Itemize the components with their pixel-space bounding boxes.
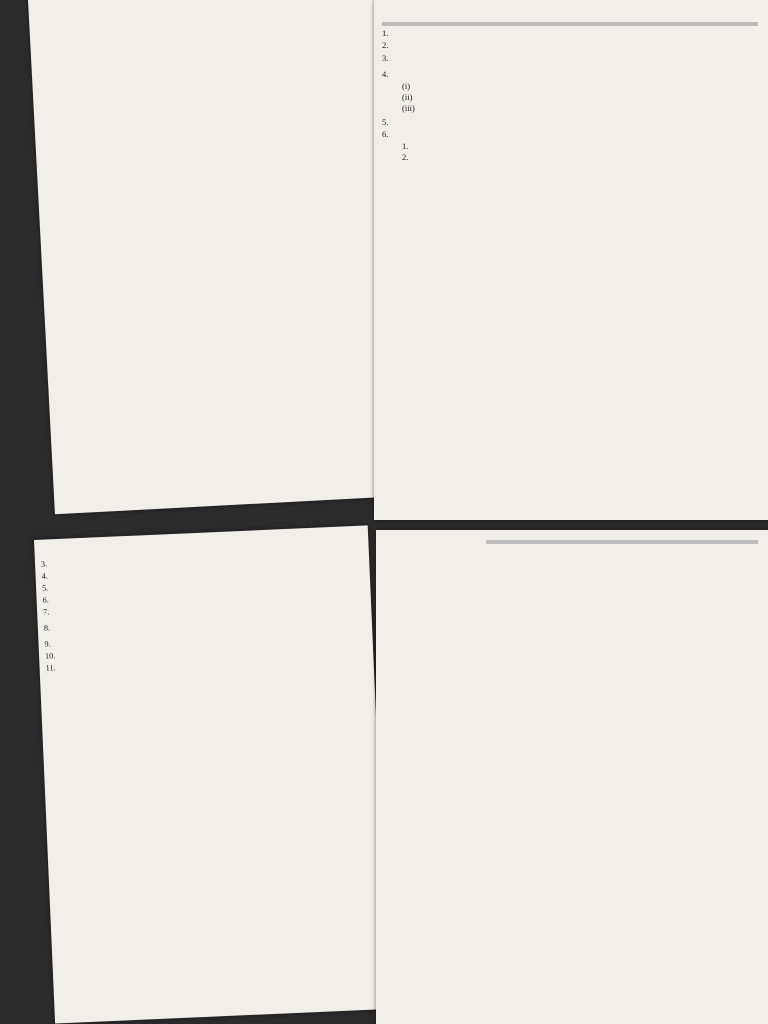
cont-item-3: 3. [40, 559, 48, 569]
rank-method-1: 1. [402, 140, 409, 151]
cont-item-6: 6. [42, 595, 49, 605]
rank-method-2: 2. [402, 152, 409, 163]
cont-item-4: 4. [41, 571, 48, 581]
cramer-case-1: (i) [402, 80, 411, 91]
toc-page [28, 0, 400, 514]
cont-item-8: 8. [43, 623, 51, 633]
cont-item-11: 11. [45, 663, 56, 673]
cont-item-10: 10. [44, 651, 56, 661]
toc-list [28, 0, 374, 16]
key-item-3: 3. [382, 52, 389, 63]
key-item-4: 4. [382, 69, 389, 80]
cramer-case-3: (iii) [402, 103, 415, 114]
cont-item-7: 7. [42, 607, 50, 617]
cont-item-9: 9. [44, 639, 51, 649]
key-item-5: 5. [382, 116, 389, 127]
cont-item-5: 5. [41, 583, 49, 593]
keys-page [374, 0, 768, 520]
exercise-page [376, 530, 768, 1024]
key-item-1: 1. [382, 28, 389, 38]
exercise-title [486, 540, 758, 544]
keys-title [382, 22, 758, 26]
key-item-2: 2. [382, 40, 389, 51]
keys-continued-page [34, 525, 389, 1023]
key-item-6: 6. [382, 129, 389, 140]
cramer-case-2: (ii) [402, 92, 413, 103]
